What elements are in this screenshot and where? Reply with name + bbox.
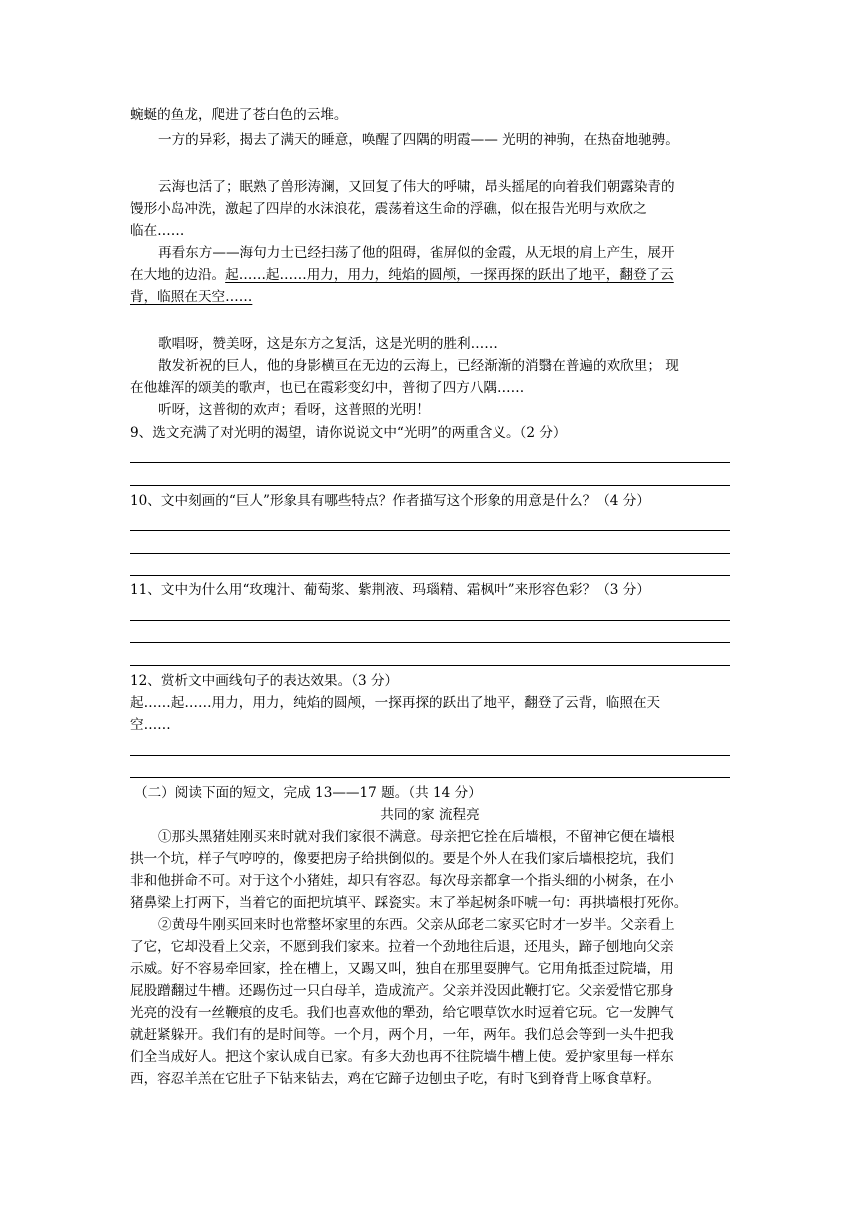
article-title: 共同的家 流程亮 xyxy=(380,807,480,823)
answer-line[interactable] xyxy=(130,642,730,643)
answer-line[interactable] xyxy=(130,553,730,554)
passage-line xyxy=(130,286,270,308)
question-12: 12、赏析文中画线句子的表达效果。（3 分） xyxy=(130,673,399,689)
answer-line[interactable] xyxy=(130,485,730,486)
article-line: 示威。好不容易牵回家，拴在槽上，又踢又叫，独自在那里耍脾气。它用角抵歪过院墙，用 xyxy=(130,961,674,977)
passage-line: 蜿蜒的鱼龙，爬进了苍白色的云堆。 xyxy=(130,107,348,123)
answer-line[interactable] xyxy=(130,575,730,576)
article-line: 们全当成好人。把这个家认成自已家。有多大劲也再不往院墙牛槽上使。爱护家里每一样东 xyxy=(130,1049,674,1065)
passage-paragraph: 歌唱呀，赞美呀，这是东方之复活，这是光明的胜利…… xyxy=(158,336,498,352)
section-intro: （二）阅读下面的短文，完成 13——17 题。（共 14 分） xyxy=(134,785,482,801)
answer-line[interactable] xyxy=(130,665,730,666)
passage-paragraph: 一方的异彩，揭去了满天的睡意，唤醒了四隅的明霞—— 光明的神驹，在热奋地驰骋。 xyxy=(158,132,679,148)
passage-line: 在他雄浑的颂美的歌声，也已在霞彩变幻中，普彻了四方八隅…… xyxy=(130,380,525,396)
passage-paragraph: 散发祈祝的巨人，他的身影横亘在无边的云海上，已经渐渐的消翳在普遍的欢欣里； 现 xyxy=(158,358,679,374)
question-9: 9、选文充满了对光明的渴望，请你说说文中“光明”的两重含义。（2 分） xyxy=(130,425,567,441)
article-paragraph: ②黄母牛刚买回来时也常整坏家里的东西。父亲从邱老二家买它时才一岁半。父亲看上 xyxy=(158,917,675,933)
passage-paragraph: 听呀，这普彻的欢声；看呀，这普照的光明！ xyxy=(158,402,430,418)
passage-paragraph: 云海也活了；眠熟了兽形涛澜，又回复了伟大的呼啸，昂头摇尾的向着我们朝露染青的 xyxy=(158,179,675,195)
question-11: 11、文中为什么用“玫瑰汁、葡萄浆、紫荆液、玛瑙精、霜枫叶”来形容色彩？（3 分） xyxy=(130,582,650,598)
passage-line: 馒形小岛冲洗，激起了四岸的水沫浪花，震荡着这生命的浮礁，似在报告光明与欢欣之 xyxy=(130,201,647,217)
answer-line[interactable] xyxy=(130,530,730,531)
article-line: 猪鼻梁上打两下，当着它的面把坑填平、踩瓷实。末了举起树条吓唬一句：再拱墙根打死你。 xyxy=(130,895,688,911)
answer-line[interactable] xyxy=(130,462,730,463)
article-line: 光亮的没有一丝鞭痕的皮毛。我们也喜欢他的犟劲，给它喂草饮水时逗着它玩。它一发脾气 xyxy=(130,1005,674,1021)
underlined-sentence: 起……起……用力，用力，纯焰的圆颅，一探再探的跃出了地平，翻登了云 xyxy=(225,267,674,283)
passage-line: 临在…… xyxy=(130,223,185,239)
article-line: 就赶紧躲开。我们有的是时间等。一个月，两个月，一年，两年。我们总会等到一头牛把我 xyxy=(130,1027,674,1043)
answer-line[interactable] xyxy=(130,777,730,778)
article-line: 了它，它却没看上父亲，不愿到我们家来。拉着一个劲地往后退，还甩头，蹄子刨地向父亲 xyxy=(130,939,674,955)
question-10: 10、文中刻画的“巨人”形象具有哪些特点？作者描写这个形象的用意是什么？（4 分） xyxy=(130,493,650,509)
passage-paragraph: 再看东方——海句力士已经扫荡了他的阻碍，雀屏似的金霞，从无垠的肩上产生，展开 xyxy=(158,245,675,261)
article-line: 拱一个坑，样子气哼哼的，像要把房子给拱倒似的。要是个外人在我们家后墙根挖坑，我们 xyxy=(130,851,674,867)
underlined-sentence: 背，临照在天空…… xyxy=(130,289,253,305)
passage-text: 在大地的边沿。 xyxy=(130,267,226,283)
article-line: 西，容忍羊羔在它肚子下钻来钻去，鸡在它蹄子边刨虫子吃，有时飞到脊背上啄食草籽。 xyxy=(130,1071,661,1087)
question-12-quote: 空…… xyxy=(130,717,171,733)
question-12-quote: 起……起……用力，用力，纯焰的圆颅，一探再探的跃出了地平，翻登了云背，临照在天 xyxy=(130,695,661,711)
answer-line[interactable] xyxy=(130,620,730,621)
article-line: 非和他拼命不可。对于这个小猪娃，却只有容忍。每次母亲都拿一个指头细的小树条，在小 xyxy=(130,873,674,889)
article-paragraph: ①那头黑猪娃刚买来时就对我们家很不满意。母亲把它拴在后墙根，不留神它便在墙根 xyxy=(158,829,675,845)
article-line: 屁股蹭翻过牛槽。还踢伤过一只白母羊，造成流产。父亲并没因此鞭打它。父亲爱惜它那身 xyxy=(130,983,674,999)
passage-line xyxy=(130,264,730,286)
answer-line[interactable] xyxy=(130,755,730,756)
